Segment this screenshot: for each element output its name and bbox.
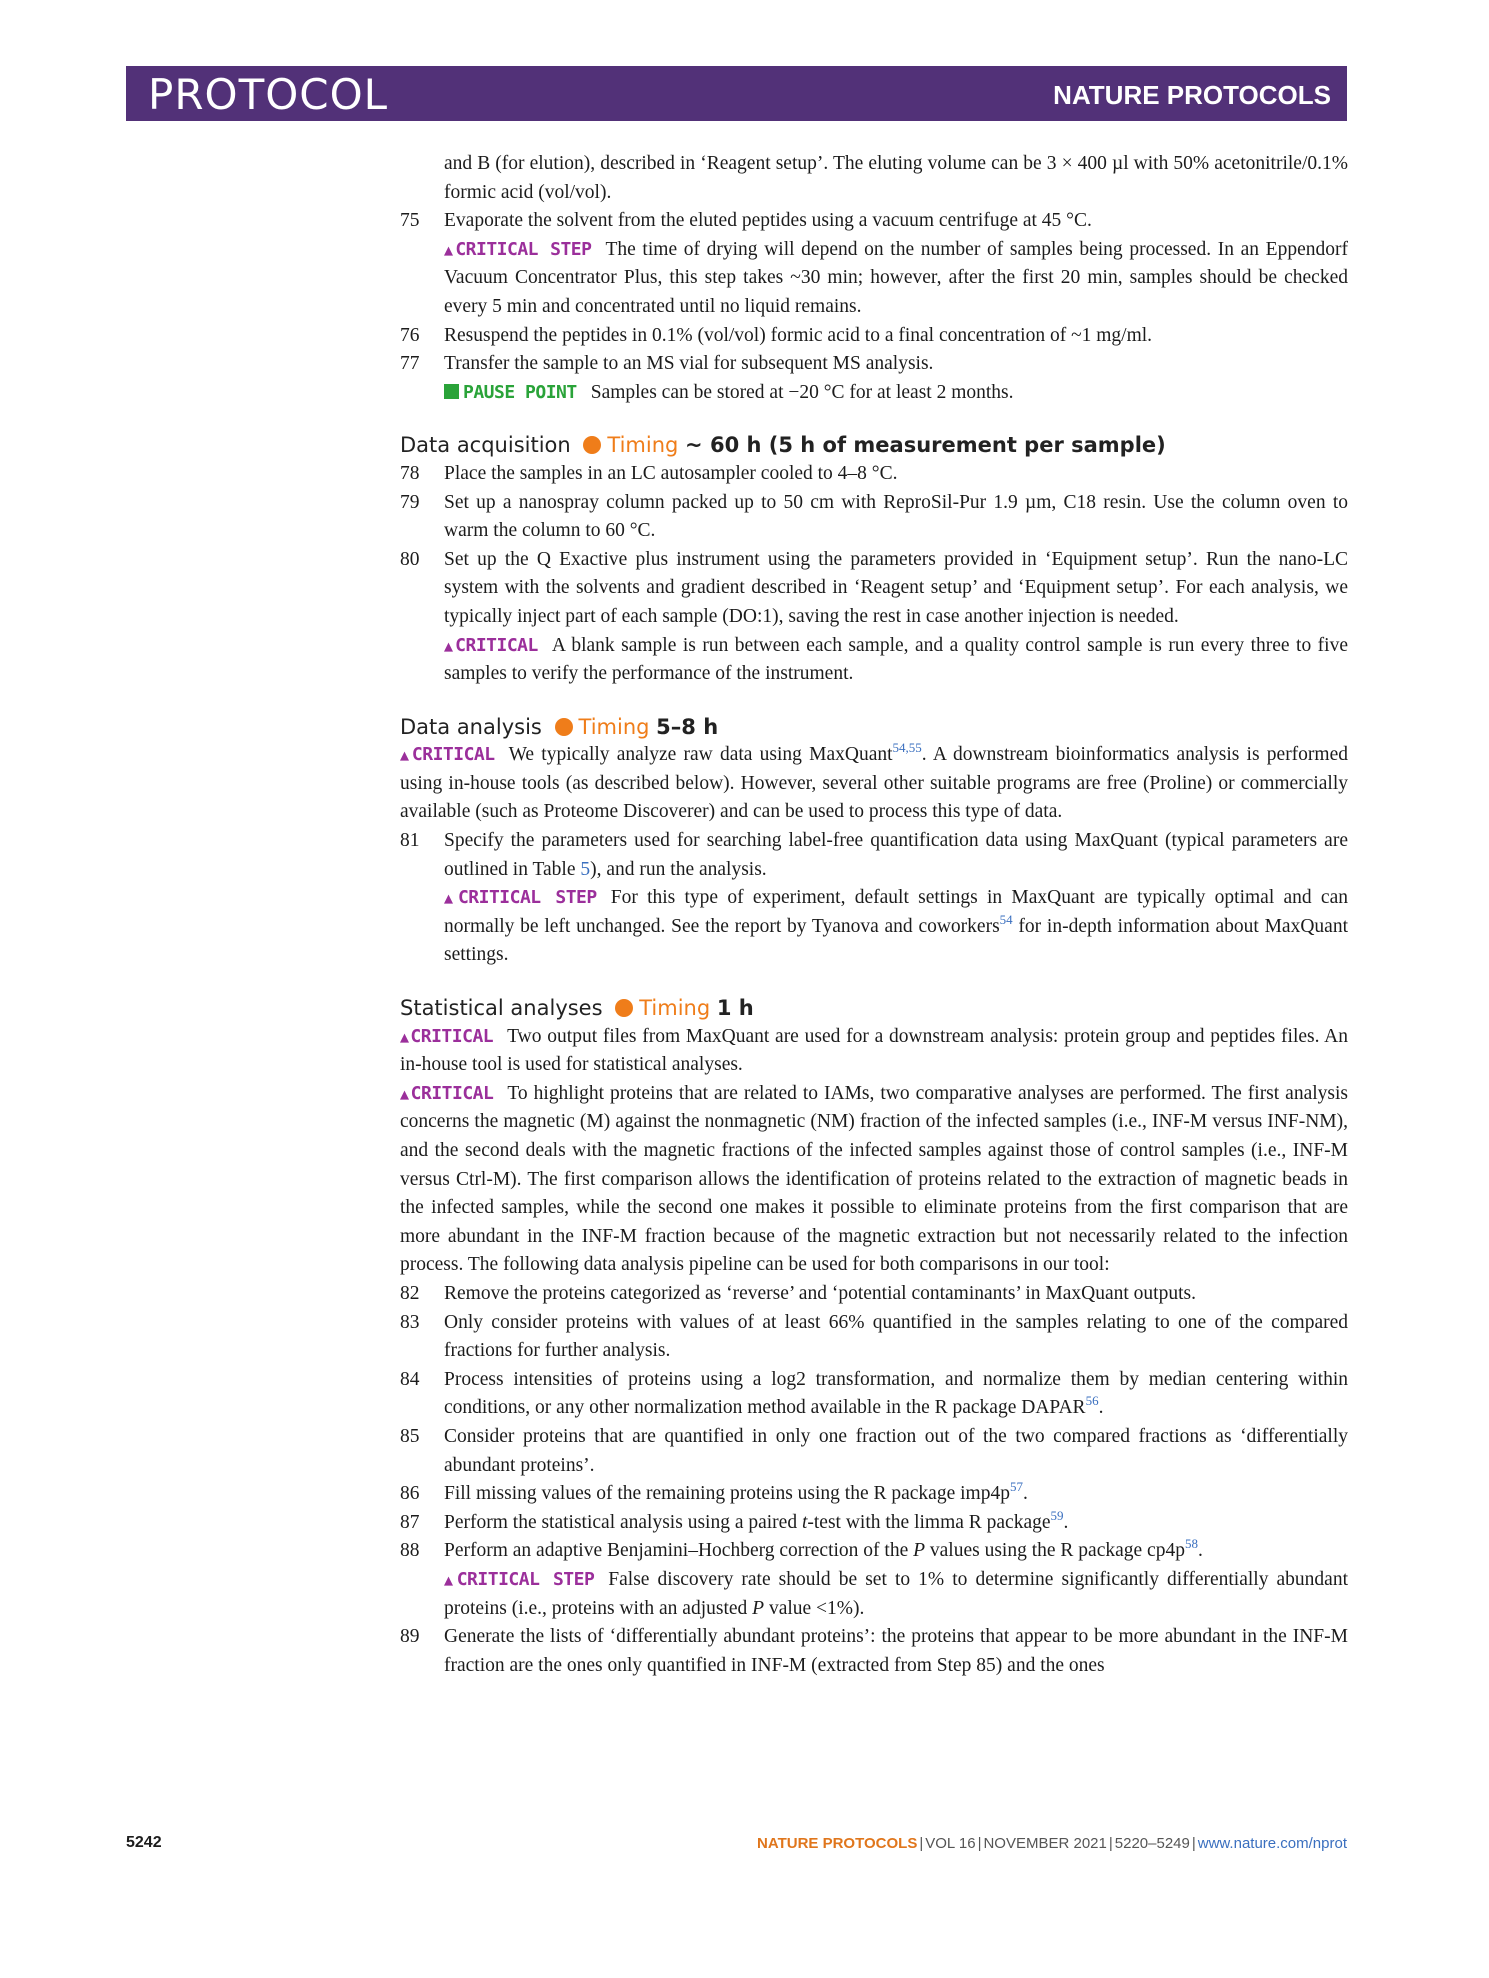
step-85 bbox=[400, 1423, 1348, 1480]
step-number: 87 bbox=[400, 1511, 420, 1533]
step-text: Set up the Q Exactive plus instrument using the parameters provided in ‘Equipment setup’. Run the nano-LC system with the solvents and gradient described in ‘Reagent setup’ and ‘Equipment setup’. For each analysis, we typically inject part of each sample (DO:1), saving the rest in case another injection is needed. bbox=[444, 548, 1348, 627]
section-critical-note: ▲CRITICAL We typically analyze raw data using MaxQuant$^{54,55}$. A downstream bioinformatics analysis is performed using in-house tools (as described below). However, several other suitable programs are free (Proline) or commercially available (such as Proteome Discoverer) and can be used to process this type of data. bbox=[400, 740, 1348, 823]
intro-line-2: acetonitrile/0.1% formic acid (vol/vol). bbox=[444, 153, 1348, 203]
critical-label: ▲CRITICAL bbox=[400, 744, 495, 766]
citation-info: NATURE PROTOCOLS | VOL 16 | NOVEMBER 2021 | 5220–5249 | www.nature.com/nprot bbox=[757, 1835, 1347, 1852]
step-text: Generate the lists of ‘differentially abundant proteins’: the proteins that appear to be more abundant in the INF-M fraction are the ones only quantified in INF-M (extracted from Step 85) and the ones bbox=[444, 1626, 1348, 1676]
critical-text: A blank sample is run between each sample, and a quality control sample is run every three to five samples to verify the performance of the instrument. bbox=[444, 634, 1348, 685]
step-text: Transfer the sample to an MS vial for subsequent MS analysis. bbox=[444, 353, 934, 375]
step-number: 89 bbox=[400, 1626, 420, 1648]
critical-triangle-icon: ▲ bbox=[444, 889, 457, 908]
critical-triangle-icon: ▲ bbox=[444, 636, 455, 655]
step-number: 86 bbox=[400, 1483, 420, 1505]
step-number: 84 bbox=[400, 1368, 420, 1390]
section-heading-data-analysis: Data analysis Timing 5–8 h bbox=[400, 714, 719, 739]
critical-step-label: ▲CRITICAL STEP bbox=[444, 1568, 595, 1590]
step-number: 81 bbox=[400, 830, 420, 852]
header-journal-name: NATURE PROTOCOLS bbox=[1053, 80, 1331, 110]
step-81 bbox=[400, 827, 1348, 884]
footer-journal: NATURE PROTOCOLS bbox=[757, 1835, 918, 1852]
timing-dot-icon bbox=[583, 436, 601, 454]
reference-superscript[interactable]: 54,55 bbox=[892, 740, 922, 756]
critical-step-text: The time of drying will depend on the number of samples being processed. In an Eppendorf Vacuum Concentrator Plus, this step takes ~30 min; however, after the first 20 min, samples should be checked every 5 min and concentrated until no liquid remains. bbox=[444, 238, 1348, 317]
step-text: Set up a nanospray column packed up to 50 cm with ReproSil-Pur 1.9 µm, C18 resin. Use the column oven to warm the column to 60 °C. bbox=[444, 491, 1348, 542]
reference-superscript[interactable]: 58 bbox=[1184, 1536, 1198, 1552]
critical-step-note: ▲CRITICAL STEP For this type of experiment, default settings in MaxQuant are typically optimal and can normally be left unchanged. See the report by Tyanova and coworkers$^{54}$ for in-depth information about MaxQuant settings. bbox=[444, 887, 1348, 966]
step-87 bbox=[400, 1509, 1348, 1538]
step-75 bbox=[400, 207, 1348, 236]
critical-triangle-icon: ▲ bbox=[444, 1570, 456, 1589]
footer-pages: 5220–5249 bbox=[1114, 1835, 1190, 1852]
reference-superscript[interactable]: 56 bbox=[1085, 1393, 1099, 1409]
step-number: 75 bbox=[400, 210, 420, 232]
footer-date: NOVEMBER 2021 bbox=[983, 1835, 1107, 1852]
step-number: 80 bbox=[400, 548, 420, 570]
step-84 bbox=[400, 1366, 1348, 1423]
timing-dot-icon bbox=[555, 718, 573, 736]
step-77 bbox=[400, 350, 1348, 379]
critical-label: ▲CRITICAL bbox=[400, 1025, 494, 1047]
step-number: 77 bbox=[400, 353, 420, 375]
step-text: Only consider proteins with values of at least 66% quantified in the samples relating to one of the compared fractions for further analysis. bbox=[444, 1311, 1348, 1362]
reference-superscript[interactable]: 57 bbox=[1009, 1479, 1023, 1495]
section-critical-note-1: ▲CRITICAL Two output files from MaxQuant are used for a downstream analysis: protein group and peptides files. An in-house tool is used for statistical analyses. bbox=[400, 1025, 1349, 1076]
step-text: Perform an adaptive Benjamini–Hochberg correction of the P values using the R package $cp4p^{58}$. bbox=[444, 1536, 1203, 1562]
step-83 bbox=[400, 1309, 1348, 1366]
page-footer bbox=[126, 1834, 1347, 1858]
section-heading-statistical-analyses: Statistical analyses Timing 1 h bbox=[400, 996, 754, 1021]
timing-value: ~ 60 h (5 h of measurement per sample) bbox=[685, 433, 1166, 458]
footer-volume: VOL 16 bbox=[925, 1835, 976, 1852]
pause-point-text: Samples can be stored at −20 °C for at least 2 months. bbox=[590, 381, 1014, 403]
step-text: Perform the statistical analysis using a paired t-test with the limma R package$^{59}$. bbox=[444, 1507, 1069, 1533]
step-number: 88 bbox=[400, 1540, 420, 1562]
timing-value: 5–8 h bbox=[656, 714, 719, 739]
step-text: Consider proteins that are quantified in only one fraction out of the two compared fractions as ‘differentially abundant proteins’. bbox=[444, 1425, 1348, 1476]
critical-triangle-icon: ▲ bbox=[400, 1027, 410, 1046]
intro-line-1: and B (for elution), described in ‘Reagent setup’. The eluting volume can be 3 × 400 µl with 50% bbox=[444, 153, 1210, 174]
critical-note bbox=[444, 632, 1348, 689]
step-79 bbox=[400, 489, 1348, 546]
critical-step-note: ▲CRITICAL STEP False discovery rate should be set to 1% to determine significantly differentially abundant proteins (i.e., proteins with an adjusted P value <1%). bbox=[444, 1568, 1348, 1619]
step-number: 76 bbox=[400, 324, 420, 346]
step-text: Remove the proteins categorized as ‘reverse’ and ‘potential contaminants’ in MaxQuant outputs. bbox=[444, 1282, 1196, 1304]
reference-superscript[interactable]: 54 bbox=[999, 911, 1013, 927]
step-89 bbox=[400, 1623, 1348, 1680]
critical-triangle-icon: ▲ bbox=[400, 1084, 410, 1103]
critical-label: ▲CRITICAL bbox=[444, 634, 538, 656]
pause-point-note bbox=[444, 379, 1348, 408]
intro-text bbox=[444, 150, 1348, 207]
table-reference-link[interactable]: 5 bbox=[580, 858, 591, 880]
timing-value: 1 h bbox=[716, 996, 754, 1021]
header-protocol-label: PROTOCOL bbox=[148, 70, 389, 119]
step-text: Evaporate the solvent from the eluted peptides using a vacuum centrifuge at 45 °C. bbox=[444, 210, 1092, 232]
step-86 bbox=[400, 1480, 1348, 1509]
section-heading-data-acquisition: Data acquisition Timing ~ 60 h (5 h of measurement per sample) bbox=[400, 433, 1166, 458]
critical-step-label: ▲CRITICAL STEP bbox=[444, 887, 597, 909]
critical-step-label: ▲CRITICAL STEP bbox=[444, 238, 592, 260]
step-text: Specify the parameters used for searching label-free quantification data using MaxQuant (typical parameters are outlined in Table 5), and run the analysis. bbox=[444, 830, 1348, 880]
timing-dot-icon bbox=[615, 999, 633, 1017]
page-header bbox=[126, 66, 1347, 121]
step-78 bbox=[400, 460, 1348, 489]
footer-url-link[interactable]: www.nature.com/nprot bbox=[1197, 1835, 1347, 1852]
section-critical-note-2: ▲CRITICAL To highlight proteins that are related to IAMs, two comparative analyses are performed. The first analysis concerns the magnetic (M) against the nonmagnetic (NM) fraction of the infected samples (i.e., INF-M versus INF-NM), and the second deals with the magnetic fractions of the infected samples against those of control samples (i.e., INF-M versus Ctrl-M). The first comparison allows the identification of proteins related to the extraction of magnetic beads in the infected samples, while the second one makes it possible to eliminate proteins from the first comparison that are more abundant in the INF-M fraction because of the magnetic extraction but not necessarily related to the infection process. The following data analysis pipeline can be used for both comparisons in our tool: bbox=[400, 1082, 1348, 1276]
critical-triangle-icon: ▲ bbox=[444, 240, 455, 259]
step-text: Fill missing values of the remaining proteins using the R package $imp4p^{57}$. bbox=[444, 1479, 1028, 1505]
critical-label: ▲CRITICAL bbox=[400, 1082, 494, 1104]
step-text: Process intensities of proteins using a log2 transformation, and normalize them by median centering within conditions, or any other normalization method available in the R package DAPAR$^{56}$. bbox=[444, 1368, 1348, 1419]
step-number: 79 bbox=[400, 491, 420, 513]
page-number: 5242 bbox=[126, 1834, 162, 1851]
step-number: 82 bbox=[400, 1282, 420, 1304]
pause-square-icon bbox=[444, 384, 459, 399]
step-number: 85 bbox=[400, 1425, 420, 1447]
main-content bbox=[400, 150, 1348, 1680]
step-text: Resuspend the peptides in 0.1% (vol/vol) formic acid to a final concentration of ~1 mg/ml. bbox=[444, 324, 1153, 346]
critical-step-note bbox=[444, 236, 1348, 322]
step-number: 83 bbox=[400, 1311, 420, 1333]
step-80 bbox=[400, 546, 1348, 632]
step-82 bbox=[400, 1280, 1348, 1309]
step-text: Place the samples in an LC autosampler cooled to 4–8 °C. bbox=[444, 462, 898, 484]
step-76 bbox=[400, 322, 1348, 351]
step-88 bbox=[400, 1537, 1348, 1566]
pause-point-label: PAUSE POINT bbox=[444, 382, 577, 403]
critical-triangle-icon: ▲ bbox=[400, 746, 411, 765]
reference-superscript[interactable]: 59 bbox=[1050, 1507, 1064, 1523]
step-number: 78 bbox=[400, 462, 420, 484]
